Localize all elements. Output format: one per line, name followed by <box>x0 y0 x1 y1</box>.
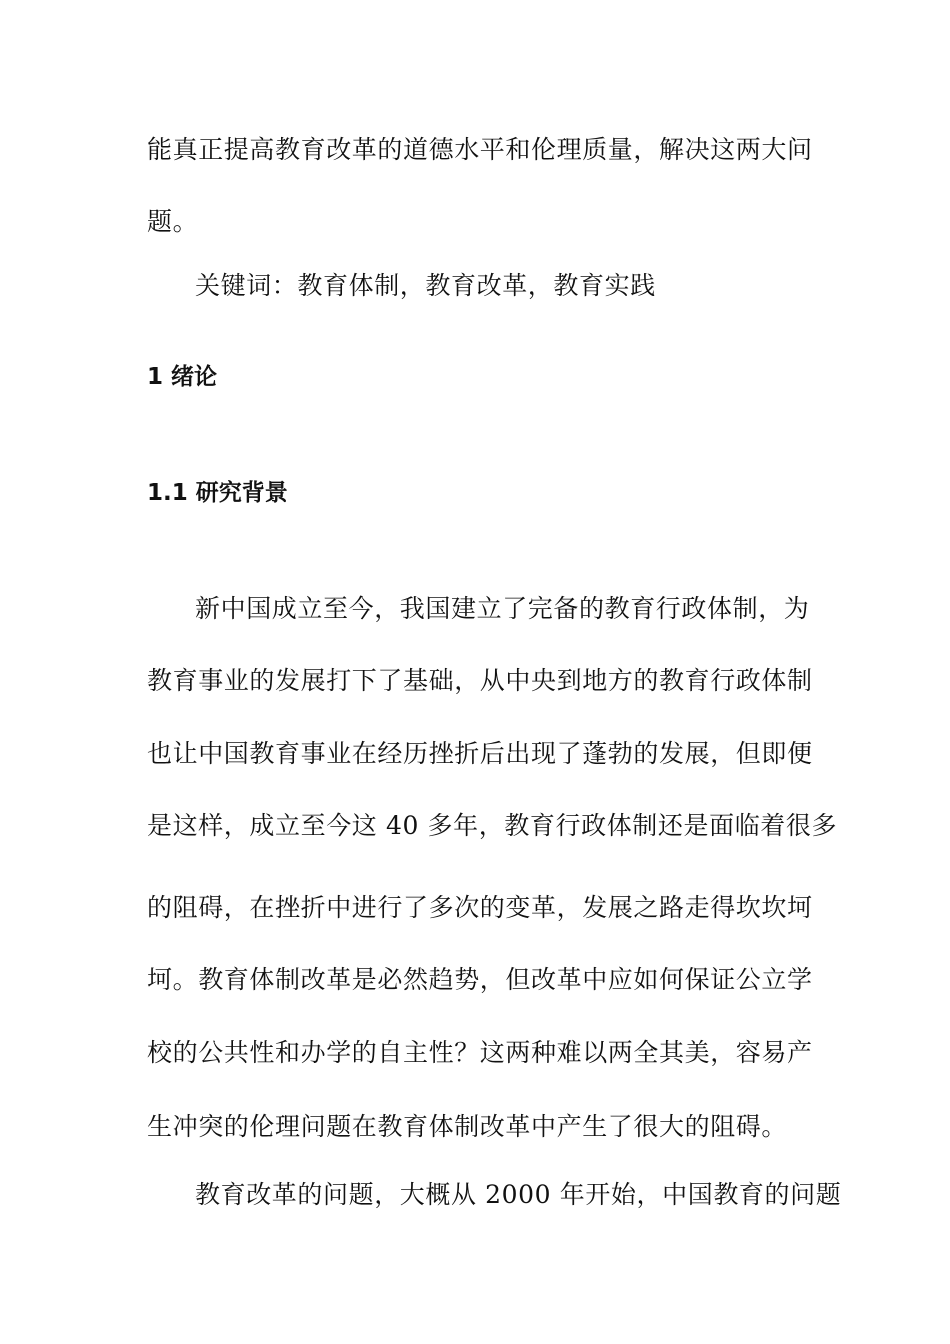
para1-line-7: 校的公共性和办学的自主性？这两种难以两全其美，容易产 <box>147 1038 813 1067</box>
para1-line-3: 也让中国教育事业在经历挫折后出现了蓬勃的发展，但即便 <box>147 739 813 768</box>
para1-line-6: 坷。教育体制改革是必然趋势，但改革中应如何保证公立学 <box>147 965 813 994</box>
intro-line-2: 题。 <box>147 207 199 236</box>
para1-line-4: 是这样，成立至今这 40 多年，教育行政体制还是面临着很多 <box>147 811 838 840</box>
keywords-line: 关键词：教育体制，教育改革，教育实践 <box>195 271 656 300</box>
section-1-heading: 1 绪论 <box>147 364 218 390</box>
para1-line-8: 生冲突的伦理问题在教育体制改革中产生了很大的阻碍。 <box>147 1112 788 1141</box>
para1-line-1: 新中国成立至今，我国建立了完备的教育行政体制，为 <box>195 594 810 623</box>
para1-line-2: 教育事业的发展打下了基础，从中央到地方的教育行政体制 <box>147 666 813 695</box>
intro-line-1: 能真正提高教育改革的道德水平和伦理质量，解决这两大问 <box>147 135 813 164</box>
para2-line-1: 教育改革的问题，大概从 2000 年开始，中国教育的问题 <box>195 1180 842 1209</box>
para1-line-5: 的阻碍，在挫折中进行了多次的变革，发展之路走得坎坎坷 <box>147 893 813 922</box>
section-1-1-heading: 1.1 研究背景 <box>147 480 288 506</box>
